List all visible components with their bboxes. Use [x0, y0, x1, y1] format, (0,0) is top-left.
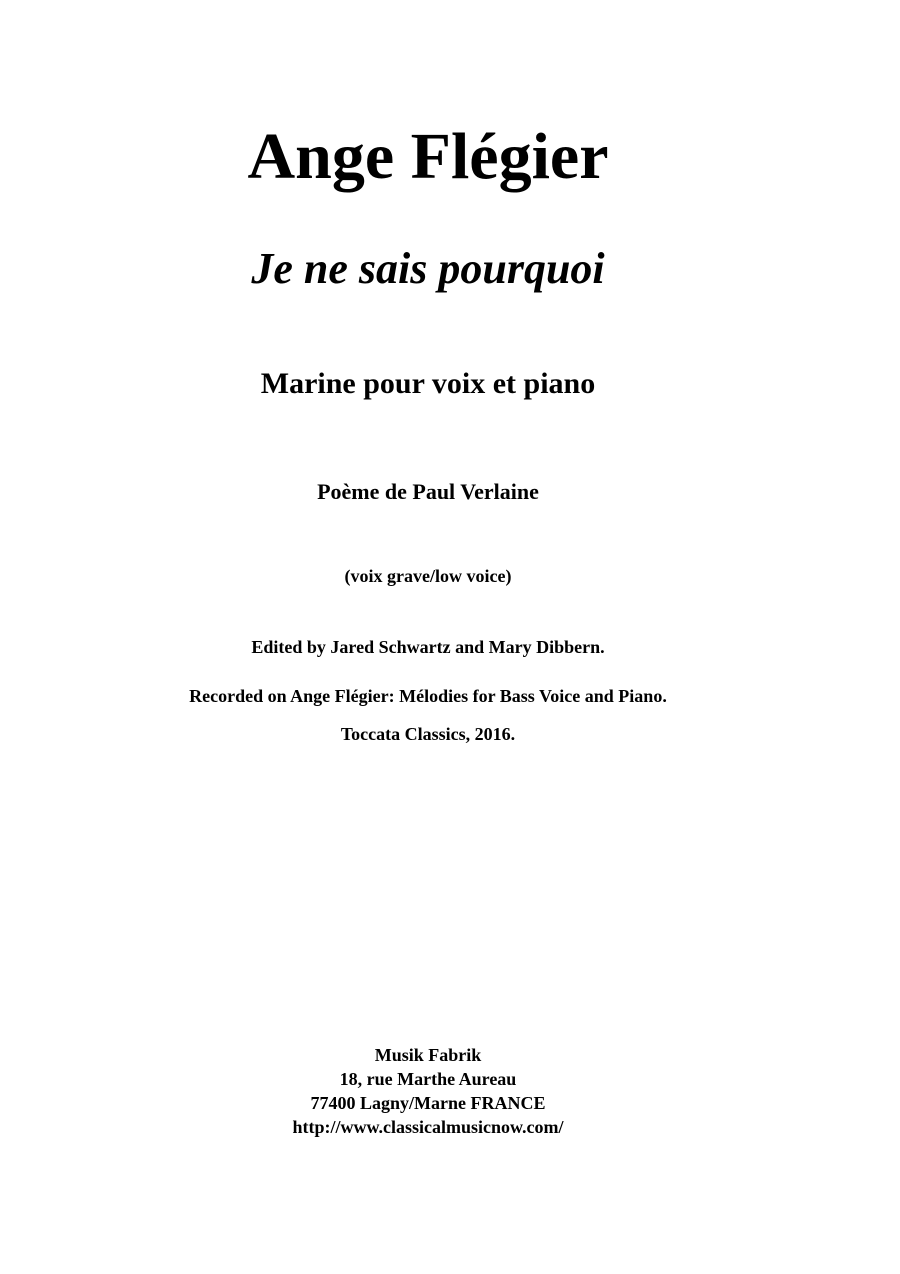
publisher-name: Musik Fabrik — [374, 1045, 482, 1065]
recording-label: Toccata Classics, 2016. — [340, 724, 516, 744]
voice-type: (voix grave/low voice) — [344, 566, 512, 586]
publisher-street: 18, rue Marthe Aureau — [339, 1069, 517, 1089]
composer-name: Ange Flégier — [247, 120, 609, 193]
poem-credit: Poème de Paul Verlaine — [317, 479, 539, 504]
work-subtitle: Marine pour voix et piano — [260, 367, 596, 400]
publisher-block — [0, 1043, 878, 1139]
editor-credit: Edited by Jared Schwartz and Mary Dibbern. — [251, 637, 605, 657]
recording-credit: Recorded on Ange Flégier: Mélodies for Bass Voice and Piano. — [189, 686, 667, 706]
publisher-url: http://www.classicalmusicnow.com/ — [292, 1117, 564, 1137]
publisher-city: 77400 Lagny/Marne FRANCE — [310, 1093, 546, 1113]
work-title: Je ne sais pourquoi — [251, 244, 605, 293]
